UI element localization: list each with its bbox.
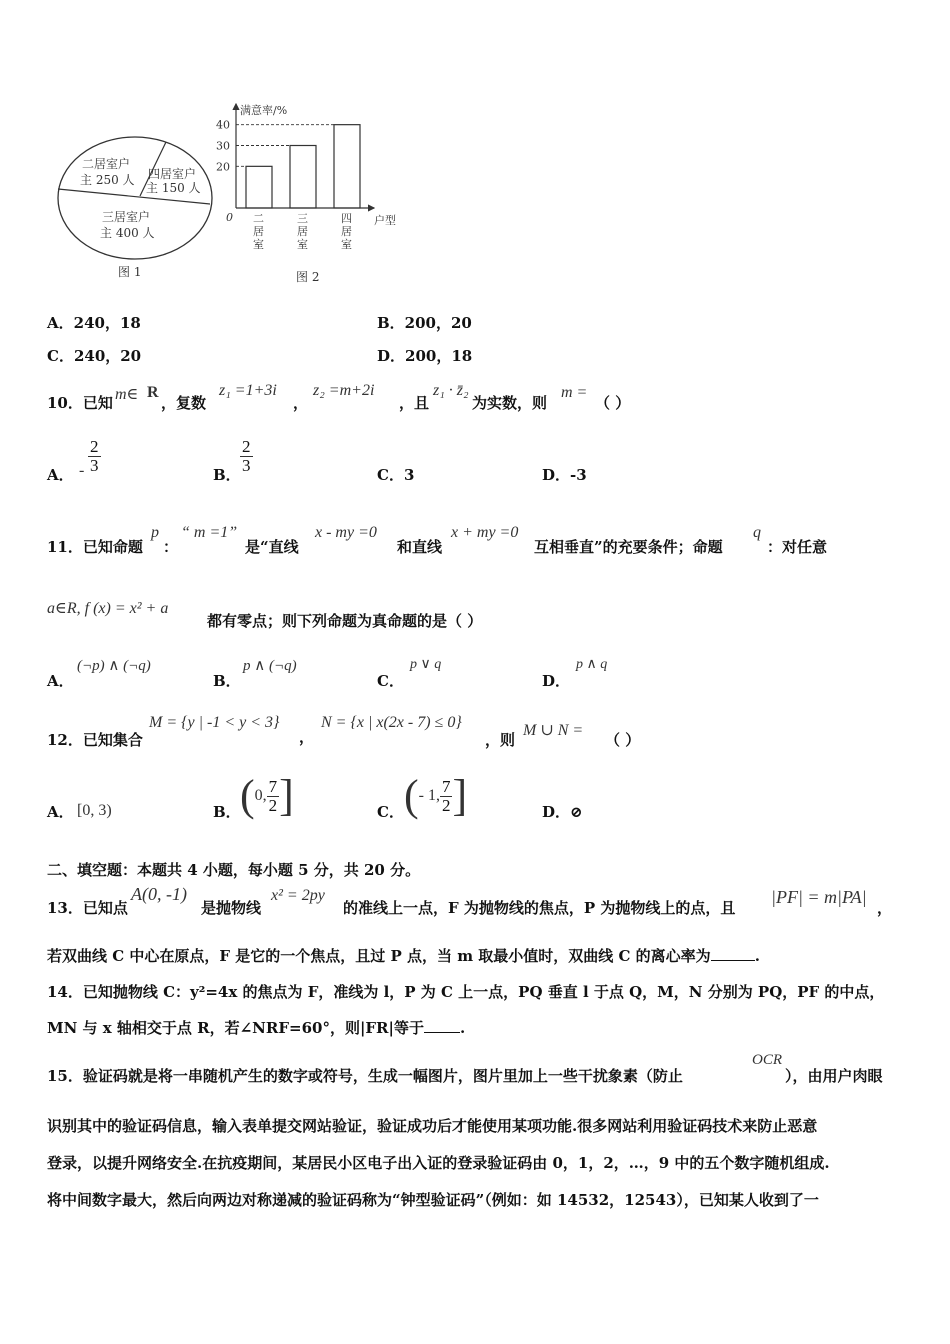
q12-option-b-denominator: 2 <box>268 795 278 815</box>
q15-line4: 将中间数字最大，然后向两边对称递减的验证码称为“钟型验证码”（例如：如 14532，12543），已知某人收到了一 <box>47 1191 819 1209</box>
q15-line2: 识别其中的验证码信息，输入表单提交网站验证，验证成功后才能使用某项功能.很多网站利用验证码技术来防止恶意 <box>47 1117 818 1135</box>
section-2-title: 二、填空题：本题共 4 小题，每小题 5 分，共 20 分。 <box>47 861 421 879</box>
q12-paren: （ ） <box>605 731 641 749</box>
q9-option-d[interactable]: D．200，18 <box>377 347 473 365</box>
q11-text2: 都有零点；则下列命题为真命题的是（ ） <box>207 612 483 630</box>
q14-end: . <box>459 1019 466 1037</box>
x-category-1-char-2: 居 <box>253 225 264 238</box>
x-category-2-char-2: 居 <box>297 225 308 238</box>
x-category-3-char-1: 四 <box>341 212 352 225</box>
q12-text-ze: ，则 <box>485 731 516 749</box>
q11-option-b-expr: p ∧ (¬q) <box>243 658 297 674</box>
q12-union: M ∪ N = <box>523 722 584 739</box>
q12-set-n: N = {x | x(2x - 7) ≤ 0} <box>321 714 462 731</box>
y-tick-label-20: 20 <box>216 160 230 174</box>
pie-segment-1-line1: 二居室户 <box>82 157 131 171</box>
q11-option-c[interactable] <box>377 670 404 691</box>
bar-3 <box>334 125 360 208</box>
x-category-3-char-2: 居 <box>341 225 352 238</box>
q10-option-b[interactable] <box>213 464 241 485</box>
q12-comma: ， <box>299 728 315 746</box>
q10-m-in: m∈ <box>115 386 139 403</box>
q10-option-b-fraction <box>240 438 253 475</box>
q12-option-b[interactable] <box>213 801 241 822</box>
q12-option-a-expr: [0, 3) <box>77 802 112 819</box>
q12-option-b-interval <box>240 771 294 820</box>
q11-option-d[interactable] <box>542 670 570 691</box>
q14-line2-text: MN 与 x 轴相交于点 R，若∠NRF=60°，则|FR|等于 <box>47 1019 424 1037</box>
q12-option-b-left-bracket: ( <box>240 771 255 820</box>
x-category-2-char-1: 三 <box>297 212 308 225</box>
q10-option-a-sign: - <box>79 462 85 479</box>
q12-number: 12．已知集合 <box>47 731 143 749</box>
q9-option-b[interactable]: B．200，20 <box>377 314 472 332</box>
q11-p: p <box>151 524 159 541</box>
q10-paren: （ ） <box>595 394 631 412</box>
q12-option-b-zero: 0, <box>254 787 267 804</box>
q12-option-d[interactable]: D．⊘ <box>542 803 583 821</box>
q12-option-a-label: A． <box>47 803 74 821</box>
q12-option-c[interactable] <box>377 801 404 822</box>
q10-option-b-label: B． <box>213 466 241 484</box>
q11-colon: ： <box>163 538 179 556</box>
q10-option-a-fraction <box>88 438 101 475</box>
q11-number: 11．已知命题 <box>47 538 143 556</box>
pie-segment-3-line2: 主 400 人 <box>100 226 155 240</box>
q10-z2: z₂ =m+2i <box>313 382 375 399</box>
q10-real-set: R <box>147 384 159 401</box>
figure-2-bar-chart <box>212 100 412 290</box>
bar-2 <box>290 146 316 209</box>
q13-number: 13．已知点 <box>47 899 128 917</box>
pie-segment-2-line2: 主 150 人 <box>146 181 201 195</box>
q11-option-b-label: B． <box>213 672 241 690</box>
q10-text-fushu: ，复数 <box>161 394 207 412</box>
q12-option-b-numerator: 7 <box>268 776 278 796</box>
q12-option-c-minus-one: - 1, <box>418 787 440 804</box>
q12-option-c-interval <box>404 771 468 820</box>
q11-condition: “ m =1” <box>181 524 238 541</box>
y-axis-label: 满意率/% <box>240 104 288 117</box>
q10-option-a-numerator: 2 <box>90 437 99 456</box>
q11-line2: x + my =0 <box>451 524 519 541</box>
q12-option-c-left-bracket: ( <box>404 771 419 820</box>
y-tick-label-40: 40 <box>216 118 230 132</box>
q10-z1: z₁ =1+3i <box>219 382 277 399</box>
q12-option-c-denominator: 2 <box>441 795 451 815</box>
q15-line3: 登录，以提升网络安全.在抗疫期间，某居民小区电子出入证的登录验证码由 0，1，2，…，9 中的五个数字随机组成. <box>47 1154 830 1172</box>
pie-segment-1-line2: 主 250 人 <box>80 173 135 187</box>
q11-option-a-expr: (¬p) ∧ (¬q) <box>77 658 151 674</box>
q13-parabola: x² = 2py <box>271 887 325 904</box>
q11-text-rest: 互相垂直”的充要条件；命题 <box>534 538 723 556</box>
figure-1-pie <box>52 126 222 286</box>
q11-option-a[interactable] <box>47 670 74 691</box>
q10-comma: ， <box>293 394 309 412</box>
q9-option-a[interactable]: A．240，18 <box>47 314 141 332</box>
q10-text: 为实数，则 <box>472 394 548 412</box>
x-category-2-char-3: 室 <box>297 238 308 251</box>
q13-stem-line2 <box>47 945 760 966</box>
x-axis-label: 户型 <box>374 214 396 227</box>
q11-text-he: 和直线 <box>397 538 443 556</box>
pie-segment-3-line1: 三居室户 <box>102 210 151 224</box>
q12-option-c-fraction <box>440 778 453 815</box>
q12-option-b-right-bracket: ] <box>279 771 294 820</box>
x-category-1-char-3: 室 <box>253 238 264 251</box>
q12-option-a[interactable] <box>47 801 74 822</box>
q15-ocr: OCR <box>752 1052 782 1068</box>
q10-number: 10．已知 <box>47 394 113 412</box>
q11-q: q <box>753 524 761 541</box>
q10-option-b-numerator: 2 <box>242 437 251 456</box>
q11-text-shi: 是“直线 <box>245 538 299 556</box>
x-category-1-char-1: 二 <box>253 212 264 225</box>
q11-option-a-label: A． <box>47 672 74 690</box>
origin-label: 0 <box>226 211 233 224</box>
q12-option-b-label: B． <box>213 803 241 821</box>
pie-segment-2-line1: 四居室户 <box>148 167 197 181</box>
figure-2-caption: 图 2 <box>296 270 320 284</box>
q10-option-a-label: A． <box>47 466 74 484</box>
q10-option-a-denominator: 3 <box>90 456 99 475</box>
pie-outline <box>58 137 212 259</box>
q13-line2-text: 若双曲线 C 中心在原点，F 是它的一个焦点，且过 P 点，当 m 取最小值时，双曲线 C 的离心率为 <box>47 947 711 965</box>
q11-option-d-label: D． <box>542 672 571 690</box>
q11-option-d-expr: p ∧ q <box>576 657 608 672</box>
q10-product: z₁ · z̄₂ <box>433 382 469 399</box>
q13-condition: |PF| = m|PA| <box>771 887 867 907</box>
q11-option-c-expr: p ∨ q <box>410 657 442 672</box>
y-tick-label-30: 30 <box>216 139 230 153</box>
x-category-3-char-3: 室 <box>341 238 352 251</box>
q11-option-b[interactable] <box>213 670 241 691</box>
q12-set-m: M = {y | -1 < y < 3} <box>149 714 280 731</box>
q11-function: a∈R, f (x) = x² + a <box>47 600 169 617</box>
q14-answer-blank[interactable] <box>424 1018 460 1033</box>
q15-line1-text-a: 15．验证码就是将一串随机产生的数字或符号，生成一幅图片，图片里加上一些干扰象素（防止 <box>47 1067 683 1085</box>
q11-option-c-label: C． <box>377 672 404 690</box>
q10-m-eq: m = <box>561 384 588 401</box>
q13-answer-blank[interactable] <box>711 946 755 961</box>
bar-1 <box>246 166 272 208</box>
q10-option-b-denominator: 3 <box>242 456 251 475</box>
q10-option-d[interactable]: D．-3 <box>542 466 587 484</box>
q10-option-c[interactable]: C．3 <box>377 466 415 484</box>
q10-text-qie: ，且 <box>399 394 430 412</box>
q11-line1: x - my =0 <box>315 524 377 541</box>
q12-option-c-numerator: 7 <box>441 776 451 796</box>
q9-option-c[interactable]: C．240，20 <box>47 347 142 365</box>
q12-option-b-fraction <box>267 778 280 815</box>
q10-option-a[interactable] <box>47 464 74 485</box>
q15-line1-text-b: ），由用户肉眼 <box>785 1067 883 1085</box>
q13-end: . <box>754 947 760 965</box>
q11-text-rest2: ：对任意 <box>767 538 828 556</box>
q12-option-c-right-bracket: ] <box>452 771 468 820</box>
q14-line2 <box>47 1017 465 1038</box>
q13-text3: ， <box>877 899 893 917</box>
q12-option-c-label: C． <box>377 803 404 821</box>
q14-line1: 14．已知抛物线 C：y²=4x 的焦点为 F，准线为 l，P 为 C 上一点，PQ 垂直 l 于点 Q，M，N 分别为 PQ，PF 的中点， <box>47 983 885 1001</box>
q13-text1: 是抛物线 <box>201 899 262 917</box>
q13-text2: 的准线上一点，F 为抛物线的焦点，P 为抛物线上的点，且 <box>343 899 736 917</box>
figure-1-caption: 图 1 <box>118 265 142 279</box>
q13-point-a: A(0, -1) <box>131 884 187 904</box>
